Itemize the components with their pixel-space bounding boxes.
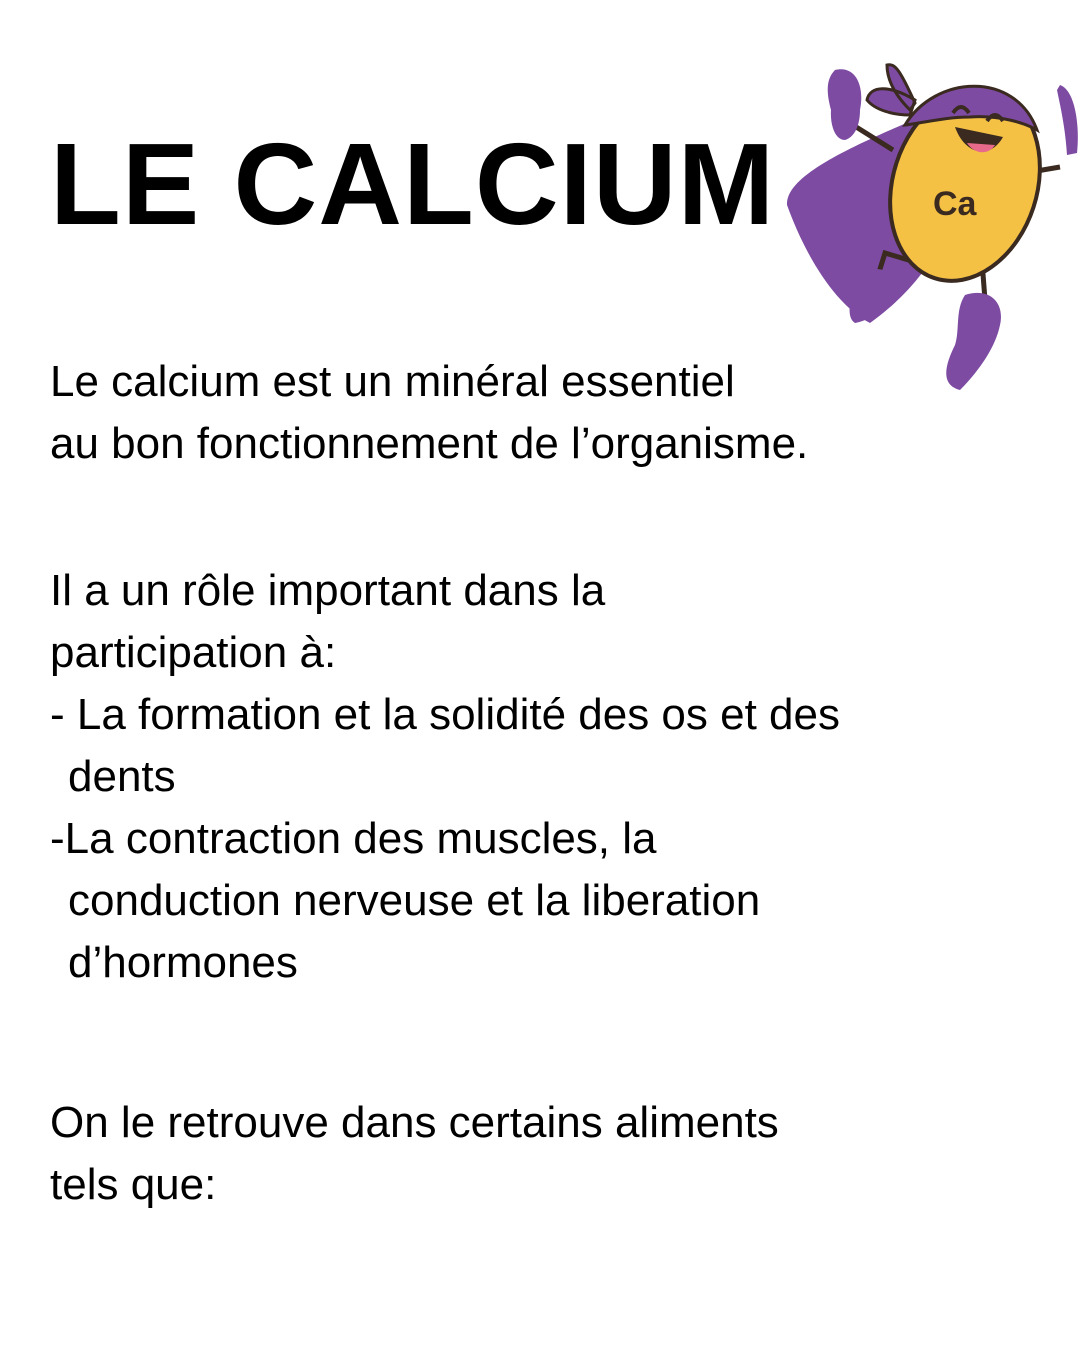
- mascot-bandana-knot: [867, 65, 915, 115]
- calcium-superhero-mascot-icon: [775, 55, 1080, 395]
- foods-paragraph: [50, 1092, 779, 1216]
- mascot-element-label: Ca: [933, 185, 977, 223]
- role-line-1: Il a un rôle important dans la: [50, 566, 606, 615]
- role-item-2: -La contraction des muscles, la: [50, 814, 657, 863]
- foods-line-2: tels que:: [50, 1160, 217, 1209]
- mascot-left-glove: [828, 69, 862, 140]
- role-line-2: participation à:: [50, 628, 337, 677]
- foods-line-1: On le retrouve dans certains aliments: [50, 1098, 779, 1147]
- role-item-1: - La formation et la solidité des os et des: [50, 690, 840, 739]
- role-item-1-continuation: dents: [68, 752, 176, 801]
- intro-line-1: Le calcium est un minéral essentiel: [50, 357, 735, 406]
- role-item-2-continuation-1: conduction nerveuse et la liberation: [68, 876, 761, 925]
- role-paragraph: [50, 560, 1010, 994]
- role-item-2-continuation-2: d’hormones: [68, 938, 298, 987]
- page-title: LE CALCIUM: [50, 119, 776, 249]
- intro-line-2: au bon fonctionnement de l’organisme.: [50, 419, 809, 468]
- intro-paragraph: [50, 351, 808, 475]
- mascot-right-boot: [946, 293, 1001, 390]
- mascot-right-glove: [1057, 85, 1078, 155]
